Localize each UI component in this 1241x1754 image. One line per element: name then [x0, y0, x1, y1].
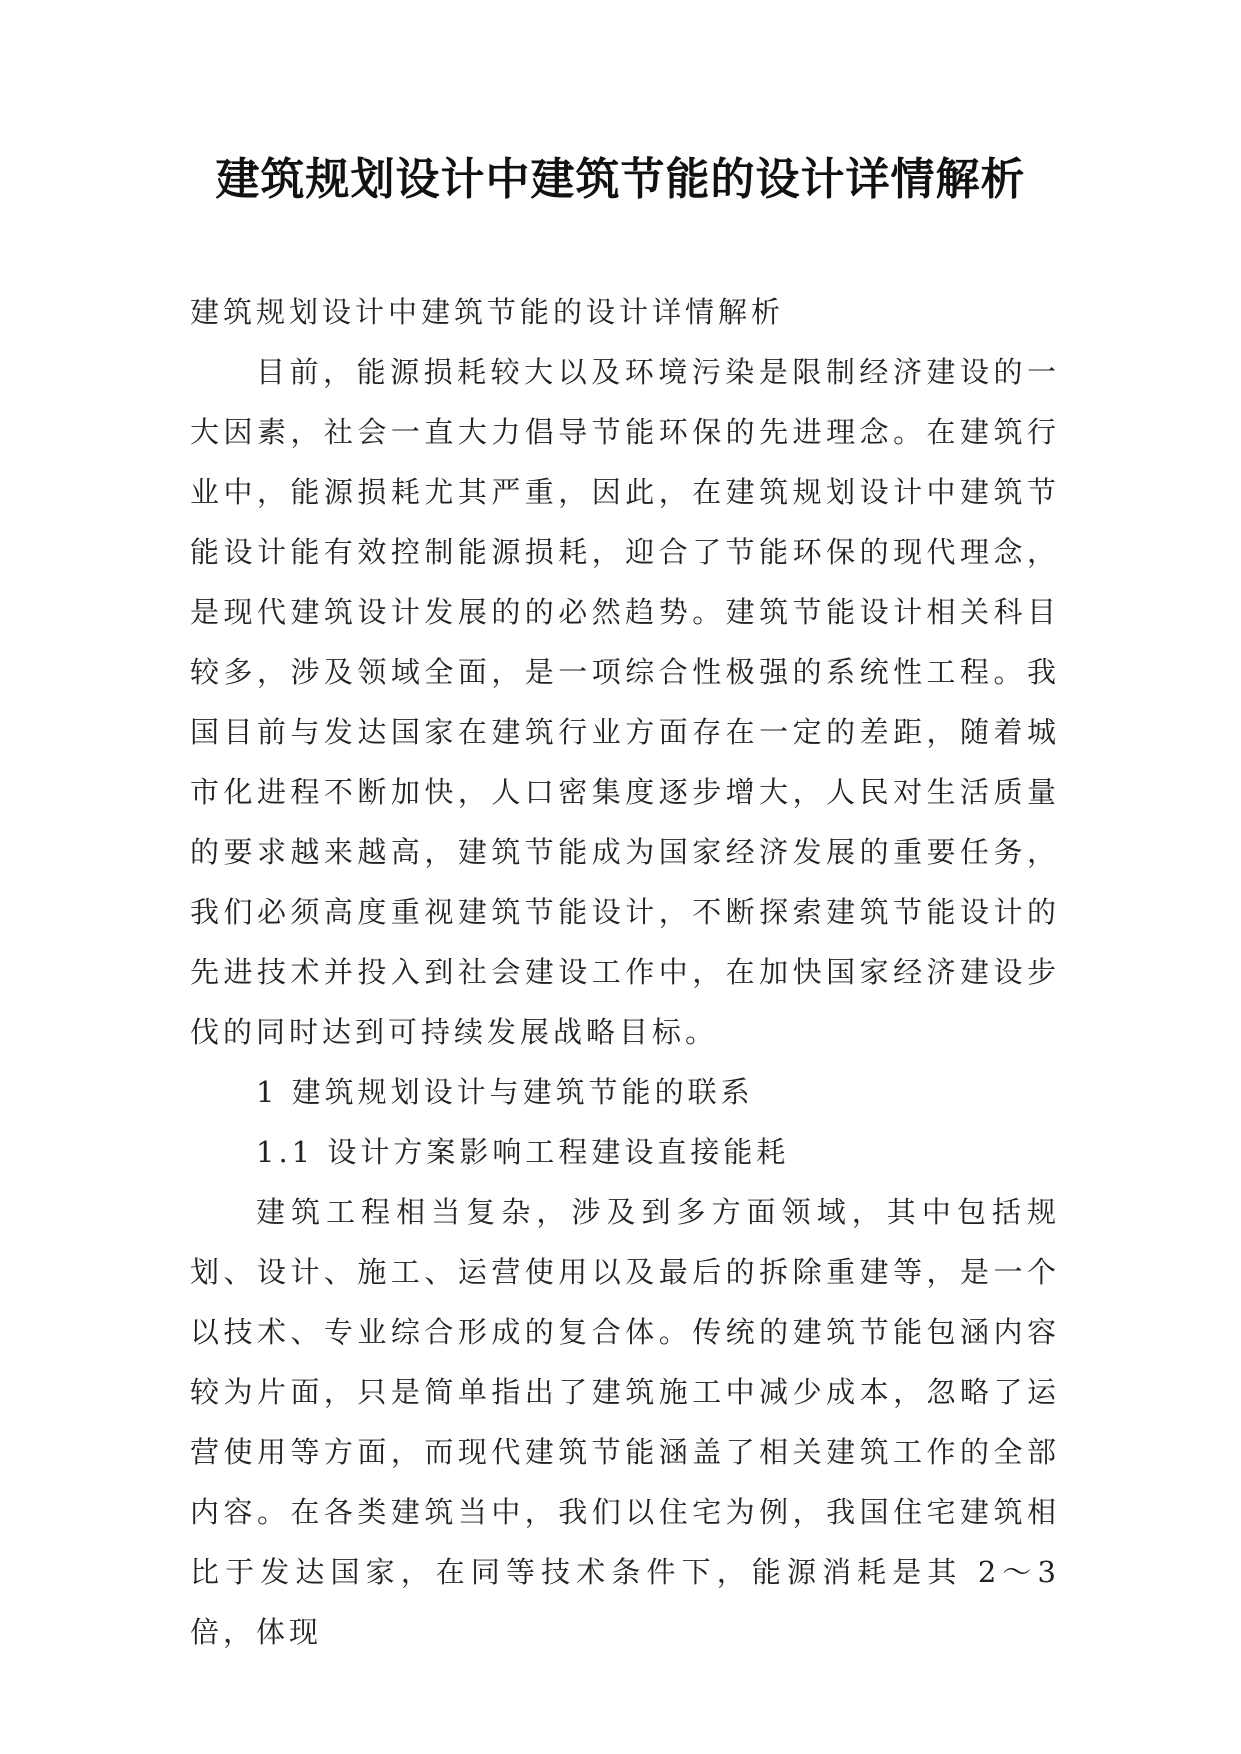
- document-body: [190, 282, 1060, 1662]
- intro-paragraph: 目前，能源损耗较大以及环境污染是限制经济建设的一大因素，社会一直大力倡导节能环保的先进理念。在建筑行业中，能源损耗尤其严重，因此，在建筑规划设计中建筑节能设计能有效控制能源损耗，迎合了节能环保的现代理念，是现代建筑设计发展的的必然趋势。建筑节能设计相关科目较多，涉及领域全面，是一项综合性极强的系统性工程。我国目前与发达国家在建筑行业方面存在一定的差距，随着城市化进程不断加快，人口密集度逐步增大，人民对生活质量的要求越来越高，建筑节能成为国家经济发展的重要任务，我们必须高度重视建筑节能设计，不断探索建筑节能设计的先进技术并投入到社会建设工作中，在加快国家经济建设步伐的同时达到可持续发展战略目标。: [190, 355, 1060, 1049]
- section-heading-1-1: 1.1 设计方案影响工程建设直接能耗: [256, 1135, 790, 1169]
- subtitle-paragraph: 建筑规划设计中建筑节能的设计详情解析: [190, 295, 785, 329]
- section-heading-1: 1 建筑规划设计与建筑节能的联系: [256, 1075, 754, 1109]
- document-title: 建筑规划设计中建筑节能的设计详情解析: [215, 154, 1026, 205]
- section-1-1-paragraph: 建筑工程相当复杂，涉及到多方面领域，其中包括规划、设计、施工、运营使用以及最后的拆除重建等，是一个以技术、专业综合形成的复合体。传统的建筑节能包涵内容较为片面，只是简单指出了建筑施工中减少成本，忽略了运营使用等方面，而现代建筑节能涵盖了相关建筑工作的全部内容。在各类建筑当中，我们以住宅为例，我国住宅建筑相比于发达国家，在同等技术条件下，能源消耗是其 2～3 倍，体现: [190, 1195, 1060, 1649]
